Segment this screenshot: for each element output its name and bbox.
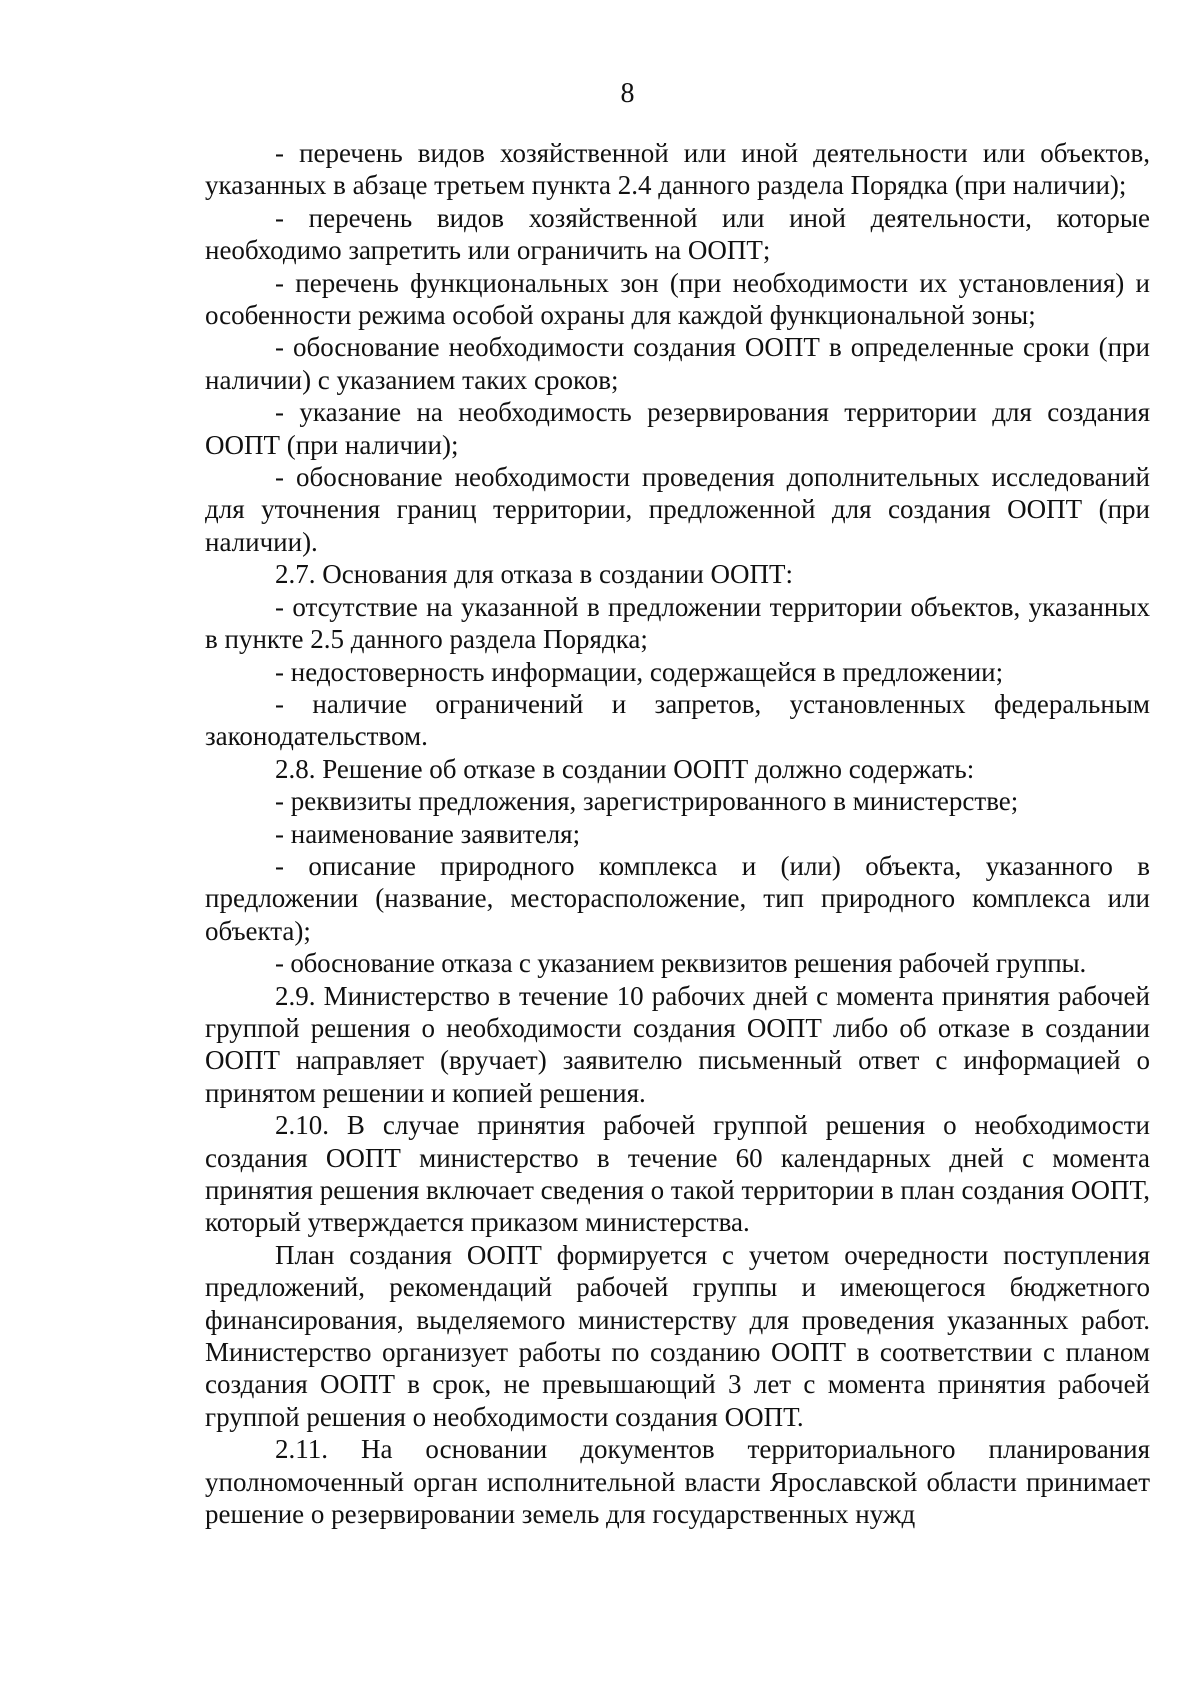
- paragraph: - недостоверность информации, содержащейся в предложении;: [275, 656, 1004, 687]
- paragraph: - описание природного комплекса и (или) объекта, указанного в предложении (название, месторасположение, тип природного комплекса или объекта);: [205, 850, 1150, 946]
- paragraph: - перечень функциональных зон (при необходимости их установления) и особенности режима особой охраны для каждой функциональной зоны;: [205, 267, 1150, 331]
- page-number: 8: [620, 78, 635, 109]
- section-heading: 2.7. Основания для отказа в создании ООПТ:: [275, 559, 794, 590]
- document-body: [205, 137, 1150, 1530]
- paragraph: - обоснование отказа с указанием реквизитов решения рабочей группы.: [275, 948, 1086, 979]
- paragraph: - наличие ограничений и запретов, установленных федеральным законодательством.: [205, 688, 1150, 752]
- paragraph: - наименование заявителя;: [275, 818, 581, 849]
- paragraph: - указание на необходимость резервирования территории для создания ООПТ (при наличии);: [205, 397, 1150, 460]
- section-heading: 2.8. Решение об отказе в создании ООПТ должно содержать:: [275, 753, 975, 784]
- paragraph: План создания ООПТ формируется с учетом очередности поступления предложений, рекомендаций рабочей группы и имеющегося бюджетного финансирования, выделяемого министерству для проведения указанных работ. Министерство организует работы по созданию ООПТ в соответствии с планом создания ООПТ в срок, не превышающий 3 лет с момента принятия рабочей группой решения о необходимости создания ООПТ.: [205, 1239, 1150, 1432]
- paragraph: 2.10. В случае принятия рабочей группой решения о необходимости создания ООПТ министерство в течение 60 календарных дней с момента принятия решения включает сведения о такой территории в план создания ООПТ, который утверждается приказом министерства.: [205, 1110, 1150, 1238]
- paragraph: - перечень видов хозяйственной или иной деятельности, которые необходимо запретить или ограничить на ООПТ;: [205, 202, 1150, 266]
- paragraph: 2.9. Министерство в течение 10 рабочих дней с момента принятия рабочей группой решения о необходимости создания ООПТ либо об отказе в создании ООПТ направляет (вручает) заявителю письменный ответ с информацией о принятом решении и копией решения.: [205, 980, 1150, 1108]
- paragraph: - реквизиты предложения, зарегистрированного в министерстве;: [275, 786, 1019, 817]
- paragraph: 2.11. На основании документов территориального планирования уполномоченный орган исполнительной власти Ярославской области принимает решение о резервировании земель для государственных нужд: [205, 1434, 1150, 1530]
- paragraph: - отсутствие на указанной в предложении территории объектов, указанных в пункте 2.5 данного раздела Порядка;: [205, 591, 1150, 655]
- paragraph: - обоснование необходимости проведения дополнительных исследований для уточнения границ территории, предложенной для создания ООПТ (при наличии).: [205, 462, 1150, 557]
- paragraph: - обоснование необходимости создания ООПТ в определенные сроки (при наличии) с указанием таких сроков;: [205, 332, 1150, 395]
- paragraph: - перечень видов хозяйственной или иной деятельности или объектов, указанных в абзаце третьем пункта 2.4 данного раздела Порядка (при наличии);: [205, 138, 1150, 201]
